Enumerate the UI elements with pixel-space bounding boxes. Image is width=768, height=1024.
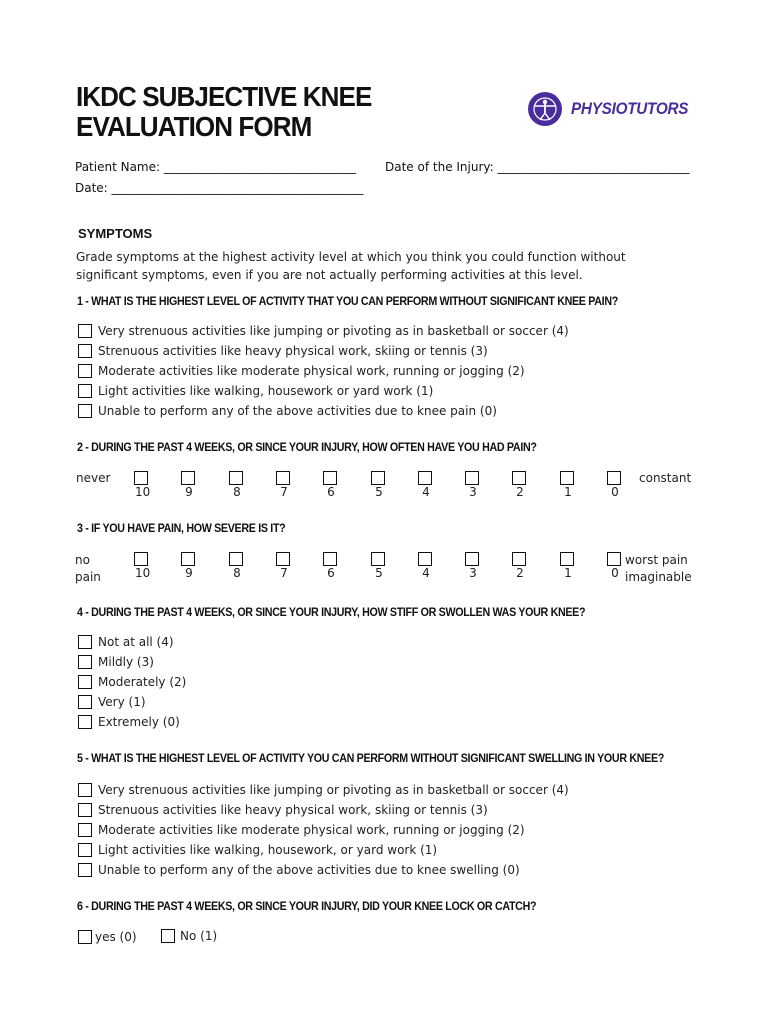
scale-checkbox[interactable] — [181, 552, 195, 566]
scale-number: 6 — [327, 485, 335, 499]
scale-checkbox[interactable] — [134, 552, 148, 566]
checkbox[interactable] — [161, 929, 175, 943]
option-label: No (1) — [180, 929, 218, 943]
option-label: Very (1) — [98, 695, 146, 709]
scale-checkbox[interactable] — [418, 471, 432, 485]
scale-right-label: constant — [639, 471, 692, 485]
question-1-option[interactable] — [78, 381, 569, 401]
scale-number: 8 — [233, 566, 241, 580]
question-4-option[interactable] — [78, 672, 186, 692]
scale-right-label-line-1: worst pain — [625, 553, 688, 567]
question-1-options — [78, 321, 569, 421]
scale-number: 10 — [135, 485, 151, 499]
question-4-title: 4 - DURING THE PAST 4 WEEKS, OR SINCE YOUR INJURY, HOW STIFF OR SWOLLEN WAS YOUR KNEE? — [77, 607, 586, 619]
question-4-option[interactable] — [78, 652, 186, 672]
checkbox[interactable] — [78, 675, 92, 689]
scale-number: 8 — [233, 485, 241, 499]
scale-checkbox[interactable] — [418, 552, 432, 566]
scale-left-label-line-1: no — [75, 553, 90, 567]
scale-checkbox[interactable] — [512, 471, 526, 485]
question-2-title: 2 - DURING THE PAST 4 WEEKS, OR SINCE YOUR INJURY, HOW OFTEN HAVE YOU HAD PAIN? — [77, 442, 537, 454]
scale-number: 9 — [185, 566, 193, 580]
question-5-option[interactable] — [78, 780, 569, 800]
option-label: Moderate activities like moderate physical work, running or jogging (2) — [98, 823, 525, 837]
scale-number: 7 — [280, 485, 288, 499]
page-title — [76, 82, 371, 142]
checkbox[interactable] — [78, 863, 92, 877]
checkbox[interactable] — [78, 384, 92, 398]
page-title-line-1: IKDC SUBJECTIVE KNEE — [76, 81, 372, 112]
scale-checkbox[interactable] — [134, 471, 148, 485]
scale-checkbox[interactable] — [276, 552, 290, 566]
question-3-title: 3 - IF YOU HAVE PAIN, HOW SEVERE IS IT? — [77, 523, 286, 535]
scale-number: 7 — [280, 566, 288, 580]
scale-number: 1 — [564, 485, 572, 499]
scale-checkbox[interactable] — [181, 471, 195, 485]
symptoms-intro — [76, 248, 676, 284]
scale-number: 10 — [135, 566, 151, 580]
scale-number: 6 — [327, 566, 335, 580]
option-label: Light activities like walking, housework or yard work (1) — [98, 384, 434, 398]
checkbox[interactable] — [78, 364, 92, 378]
injury-date-field[interactable]: Date of the Injury: ________________________________ — [385, 160, 690, 174]
checkbox[interactable] — [78, 324, 92, 338]
checkbox[interactable] — [78, 783, 92, 797]
scale-number: 0 — [611, 485, 619, 499]
section-heading-symptoms: SYMPTOMS — [78, 226, 153, 241]
checkbox[interactable] — [78, 823, 92, 837]
question-4-option[interactable] — [78, 712, 186, 732]
option-label: Moderately (2) — [98, 675, 187, 689]
patient-name-field[interactable]: Patient Name: ________________________________ — [75, 160, 356, 174]
scale-number: 5 — [375, 485, 383, 499]
question-4-options — [78, 632, 186, 732]
question-6-option-no[interactable] — [161, 926, 217, 946]
option-label: Strenuous activities like heavy physical work, skiing or tennis (3) — [98, 344, 488, 358]
scale-number: 1 — [564, 566, 572, 580]
question-1-option[interactable] — [78, 361, 569, 381]
question-1-option[interactable] — [78, 321, 569, 341]
option-label: Unable to perform any of the above activities due to knee pain (0) — [98, 404, 497, 418]
scale-checkbox[interactable] — [560, 552, 574, 566]
scale-checkbox[interactable] — [607, 552, 621, 566]
option-label: Not at all (4) — [98, 635, 174, 649]
scale-number: 4 — [422, 485, 430, 499]
checkbox[interactable] — [78, 843, 92, 857]
scale-number: 2 — [516, 485, 524, 499]
question-5-options — [78, 780, 569, 880]
option-label: Extremely (0) — [98, 715, 180, 729]
scale-right-label — [625, 552, 692, 586]
scale-checkbox[interactable] — [465, 552, 479, 566]
scale-checkbox[interactable] — [323, 471, 337, 485]
checkbox[interactable] — [78, 930, 92, 944]
option-label: Very strenuous activities like jumping or pivoting as in basketball or soccer (4) — [98, 783, 569, 797]
checkbox[interactable] — [78, 655, 92, 669]
question-5-option[interactable] — [78, 820, 569, 840]
brand-logo — [528, 92, 701, 126]
scale-left-label: never — [76, 471, 111, 485]
brand-name: PHYSIOTUTORS — [571, 99, 689, 118]
question-5-title: 5 - WHAT IS THE HIGHEST LEVEL OF ACTIVITY YOU CAN PERFORM WITHOUT SIGNIFICANT SWELLING IN YOUR KNEE? — [77, 753, 664, 765]
checkbox[interactable] — [78, 404, 92, 418]
scale-number: 4 — [422, 566, 430, 580]
checkbox[interactable] — [78, 344, 92, 358]
option-label: Unable to perform any of the above activities due to knee swelling (0) — [98, 863, 520, 877]
vitruvian-man-icon — [528, 92, 562, 126]
symptoms-intro-line-2: significant symptoms, even if you are not actually performing activities at this level. — [76, 268, 583, 282]
date-field[interactable]: Date: __________________________________________ — [75, 181, 364, 195]
option-label: yes (0) — [95, 930, 137, 944]
question-4-option[interactable] — [78, 632, 186, 652]
option-label: Moderate activities like moderate physical work, running or jogging (2) — [98, 364, 525, 378]
scale-checkbox[interactable] — [607, 471, 621, 485]
scale-number: 3 — [469, 566, 477, 580]
checkbox[interactable] — [78, 803, 92, 817]
scale-checkbox[interactable] — [371, 471, 385, 485]
scale-checkbox[interactable] — [465, 471, 479, 485]
question-1-option[interactable] — [78, 341, 569, 361]
scale-number: 5 — [375, 566, 383, 580]
scale-checkbox[interactable] — [229, 552, 243, 566]
question-5-option[interactable] — [78, 840, 569, 860]
checkbox[interactable] — [78, 695, 92, 709]
question-6-option-yes[interactable] — [78, 927, 137, 947]
scale-left-label — [75, 552, 101, 586]
option-label: Mildly (3) — [98, 655, 154, 669]
question-5-option[interactable] — [78, 800, 569, 820]
question-6-title: 6 - DURING THE PAST 4 WEEKS, OR SINCE YOUR INJURY, DID YOUR KNEE LOCK OR CATCH? — [77, 901, 537, 913]
scale-right-label-line-2: imaginable — [625, 570, 692, 584]
scale-checkbox[interactable] — [276, 471, 290, 485]
question-1-option[interactable] — [78, 401, 569, 421]
symptoms-intro-line-1: Grade symptoms at the highest activity level at which you think you could function without — [76, 250, 626, 264]
scale-number: 0 — [611, 566, 619, 580]
scale-number: 2 — [516, 566, 524, 580]
checkbox[interactable] — [78, 635, 92, 649]
scale-checkbox[interactable] — [371, 552, 385, 566]
question-1-title: 1 - WHAT IS THE HIGHEST LEVEL OF ACTIVITY THAT YOU CAN PERFORM WITHOUT SIGNIFICANT KNEE PAIN? — [77, 296, 618, 308]
scale-checkbox[interactable] — [229, 471, 243, 485]
option-label: Very strenuous activities like jumping or pivoting as in basketball or soccer (4) — [98, 324, 569, 338]
question-5-option[interactable] — [78, 860, 569, 880]
question-4-option[interactable] — [78, 692, 186, 712]
scale-checkbox[interactable] — [323, 552, 337, 566]
scale-number: 9 — [185, 485, 193, 499]
checkbox[interactable] — [78, 715, 92, 729]
option-label: Strenuous activities like heavy physical work, skiing or tennis (3) — [98, 803, 488, 817]
scale-number: 3 — [469, 485, 477, 499]
option-label: Light activities like walking, housework, or yard work (1) — [98, 843, 438, 857]
scale-checkbox[interactable] — [560, 471, 574, 485]
scale-checkbox[interactable] — [512, 552, 526, 566]
page-title-line-2: EVALUATION FORM — [76, 111, 312, 142]
scale-left-label-line-2: pain — [75, 570, 101, 584]
